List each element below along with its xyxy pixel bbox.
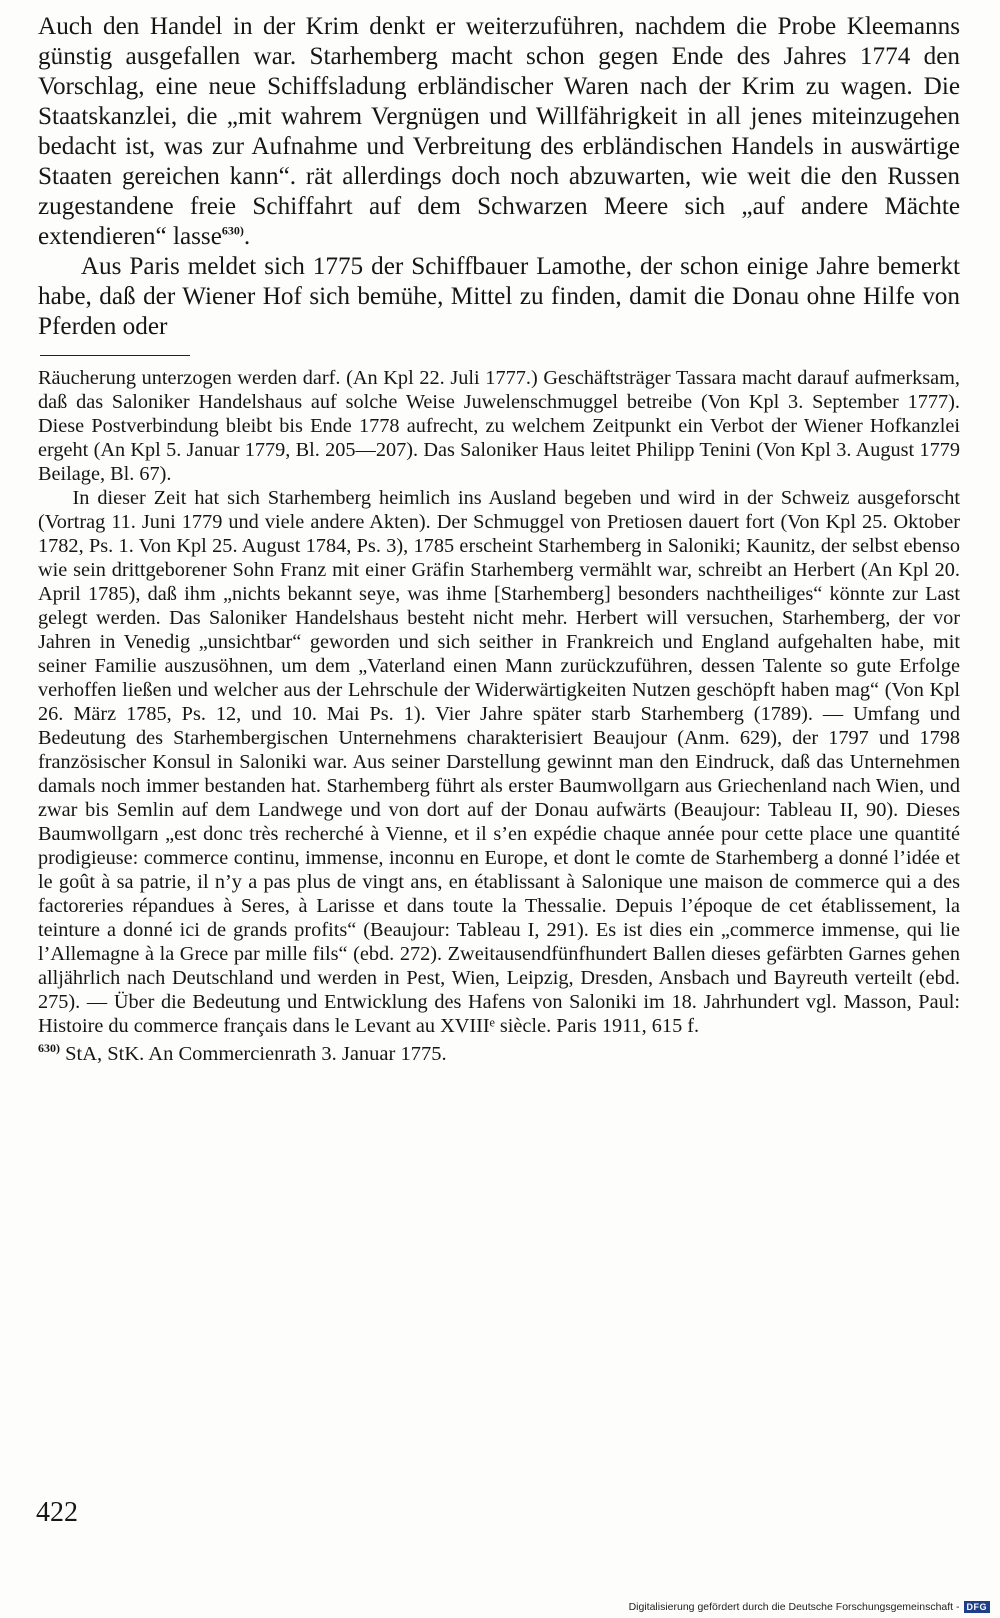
footnote-630-text: StA, StK. An Commercienrath 3. Januar 1775. <box>60 1043 447 1065</box>
dfg-logo-icon: DFG <box>964 1601 991 1613</box>
footnote-630 <box>38 1041 960 1068</box>
body-paragraph-1 <box>38 12 960 252</box>
body-paragraph-2: Aus Paris meldet sich 1775 der Schiffbauer Lamothe, der schon einige Jahre bemerkt habe, daß der Wiener Hof sich bemühe, Mittel zu finden, damit die Donau ohne Hilfe von Pferden oder <box>38 253 960 340</box>
body-paragraph-1-end: . <box>243 223 251 250</box>
footnote-divider <box>40 355 190 356</box>
footnote-reference-630: 630) <box>221 223 244 238</box>
body-paragraph-1-text: Auch den Handel in der Krim denkt er weiterzuführen, nachdem die Probe Kleemanns günstig ausgefallen war. Starhemberg macht schon gegen Ende des Jahres 1774 den Vorschlag, eine neue Schiffsladung erbländischer Waren nach der Krim zu wagen. Die Staatskanzlei, die „mit wahrem Vergnügen und Willfährigkeit in all jenes miteinzugehen bedacht ist, was zur Aufnahme und Verbreitung des erbländischen Handels in auswärtige Staaten gereichen kann“. rät allerdings doch noch abzuwarten, wie weit die den Russen zugestandene freie Schiffahrt auf dem Schwarzen Meere sich „auf andere Mächte extendieren“ lasse <box>38 13 960 250</box>
footnote-630-mark: 630) <box>38 1041 60 1056</box>
page-content <box>38 12 960 1068</box>
digitization-credit <box>629 1601 990 1613</box>
page-number: 422 <box>36 1497 78 1528</box>
footnote-paragraph: In dieser Zeit hat sich Starhemberg heimlich ins Ausland begeben und wird in der Schweiz ausgeforscht (Vortrag 11. Juni 1779 und viele andere Akten). Der Schmuggel von Pretiosen dauert fort (Von Kpl 25. Oktober 1782, Ps. 1. Von Kpl 25. August 1784, Ps. 3), 1785 erscheint Starhemberg in Saloniki; Kaunitz, der selbst ebenso wie sein drittgeborener Sohn Franz mit einer Gräfin Starhemberg vermählt war, schreibt an Herbert (An Kpl 20. April 1785), daß ihm „nichts bekannt seye, was ihme [Starhemberg] besonders nachtheiliges“ könnte zur Last gelegt werden. Das Saloniker Handelshaus besteht nicht mehr. Herbert will versuchen, Starhemberg, der vor Jahren in Venedig „unsichtbar“ geworden und sich seither in Frankreich und England aufgehalten habe, mit seiner Familie auszusöhnen, um dem „Vaterland einen Mann zurückzuführen, dessen Talente so gute Erfolge verhoffen ließen und welcher aus der Lehrschule der Widerwärtigkeiten Nutzen geschöpft haben mag“ (Von Kpl 26. März 1785, Ps. 12, und 10. Mai Ps. 1). Vier Jahre später starb Starhemberg (1789). — Umfang und Bedeutung des Starhembergischen Unternehmens charakterisiert Beaujour (Anm. 629), der 1797 und 1798 französischer Konsul in Saloniki war. Aus seiner Darstellung gewinnt man den Eindruck, daß das Unternehmen damals noch immer bestanden hat. Starhemberg führt als erster Baumwollgarn aus Griechenland nach Wien, und zwar bis Semlin auf dem Landwege und von dort auf der Donau aufwärts (Beaujour: Tableau II, 90). Dieses Baumwollgarn „est donc très recherché à Vienne, et il s’en expédie chaque année pour cette place une quantité prodigieuse: commerce continu, immense, inconnu en Europe, et dont le comte de Starhemberg a donné l’idée et le goût à sa patrie, il n’y a pas plus de vingt ans, en établissant à Salonique une maison de commerce qui a des factoreries répandues à Seres, à Larisse et dans toute la Thessalie. Depuis l’époque de cet établissement, la teinture a donné ici de grands profits“ (Beaujour: Tableau I, 291). Es ist dies ein „commerce immense, qui lie l’Allemagne à la Grece par mille fils“ (ebd. 272). Zweitausendfünfhundert Ballen dieses gefärbten Garnes gehen alljährlich nach Deutschland und werden in Pest, Wien, Leipzig, Dresden, Ansbach und Bayreuth verteilt (ebd. 275). — Über die Bedeutung und Entwicklung des Hafens von Saloniki im 18. Jahrhundert vgl. Masson, Paul: Histoire du commerce français dans le Levant au XVIIIᵉ siècle. Paris 1911, 615 f. <box>38 487 960 1037</box>
credit-text: Digitalisierung gefördert durch die Deutsche Forschungsgemeinschaft - <box>628 1601 960 1613</box>
footnote-continued: Räucherung unterzogen werden darf. (An Kpl 22. Juli 1777.) Geschäftsträger Tassara macht darauf aufmerksam, daß das Saloniker Handelshaus auf solche Weise Juwelenschmuggel betreibe (Von Kpl 3. September 1777). Diese Postverbindung bleibt bis Ende 1778 aufrecht, zu welchem Zeitpunkt ein Verbot der Wiener Hofkanzlei ergeht (An Kpl 5. Januar 1779, Bl. 205—207). Das Saloniker Haus leitet Philipp Tenini (Von Kpl 3. August 1779 Beilage, Bl. 67). <box>38 367 960 485</box>
